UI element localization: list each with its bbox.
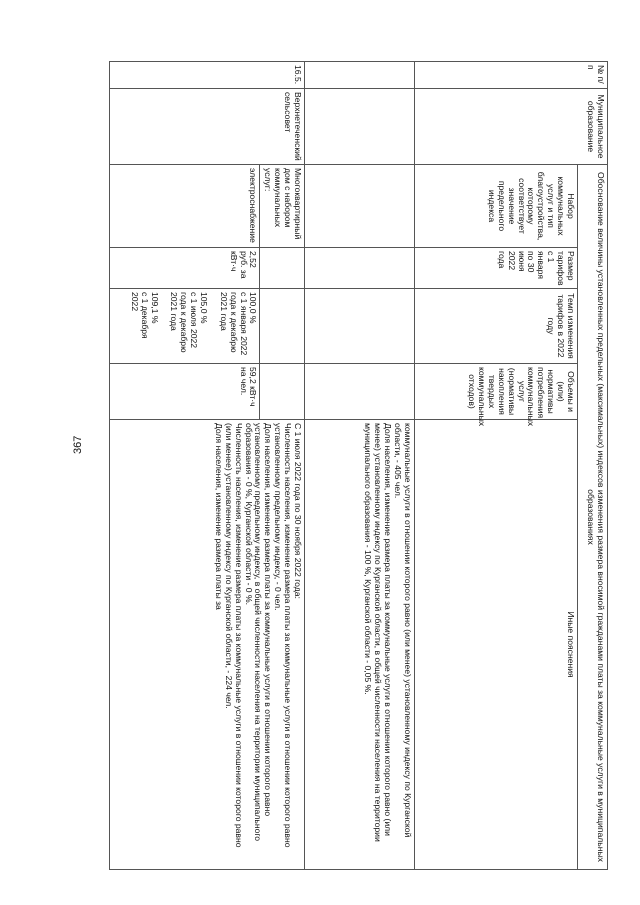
tariff-table xyxy=(110,61,609,870)
col-municipality-header: Муниципальное образование xyxy=(415,89,608,165)
col-rate-header: Темп изменения тарифов в 2022 году xyxy=(415,289,578,364)
row-number: 16.5. xyxy=(110,62,305,89)
row-size: 2,52 руб. за кВт·ч xyxy=(110,248,260,289)
cell-empty xyxy=(305,364,415,420)
row-notes: С 1 июля 2022 года по 30 ноября 2022 года: Численность населения, изменение размера платы за коммунальные услуги в отношении которого равно установленному предельному индексу, - 0 чел. Доля населения, изменение размера платы за коммунальные услуги в отношении которого равно установленному предельному индексу, в общей численности населения на территории муниципального образования - 0 %, Курганской области - 0 %. Численность населения, изменение размера платы за коммунальные услуги в отношении которого равно (или менее) установленному индексу по Курганской области, - 224 чел. Доля населения, изменение размера платы за xyxy=(110,420,305,870)
continued-notes-cell: коммунальные услуги в отношении которого равно (или менее) установленному индексу по Курганской области, - 405 чел. Доля населения, изменение размера платы за коммунальные услуги в отношении которого равно (или менее) установленному индексу по Курганской области, в общей численности населения на территории муниципального образования - 100 %, Курганской области - 0,05 %. xyxy=(305,420,415,870)
col-volume-header: Объемы и (или) нормативы потребления коммунальных услуг (нормативы накопления твердых коммунальных отходов) xyxy=(415,364,578,420)
col-size-header: Размер тарифов с 1 января по 30 июня 2022 года xyxy=(415,248,578,289)
cell-empty xyxy=(305,62,415,89)
cell-empty xyxy=(260,364,305,420)
row-municipality: Верхнетеченский сельсовет xyxy=(110,89,305,165)
cell-empty xyxy=(260,289,305,364)
row-set-title: Многоквартирный дом с набором коммунальных услуг: xyxy=(260,165,305,248)
col-number-header: № п/п xyxy=(415,62,608,89)
cell-empty xyxy=(305,248,415,289)
page-number: 367 xyxy=(72,435,84,454)
row-rate: 100,0 % с 1 января 2022 года к декабрю 2021 года 105,0 % с 1 июля 2022 года к декабрю 2021 года 109,1 % с 1 декабря 2022 xyxy=(110,289,260,364)
row-volume: 59,2 кВт·ч на чел. xyxy=(110,364,260,420)
rotated-document-table xyxy=(108,61,608,869)
cell-empty xyxy=(305,165,415,248)
cell-empty xyxy=(260,248,305,289)
row-service: электроснабжение xyxy=(110,165,260,248)
col-notes-header: Иные пояснения xyxy=(415,420,578,870)
col-set-header: Набор коммунальных услуг и тип благоустройства, которому соответствует значение предельного индекса xyxy=(415,165,578,248)
table-title: Обоснование величины установленных предельных (максимальных) индексов изменения размера вносимой гражданами платы за коммунальные услуги в муниципальных образованиях xyxy=(578,165,608,870)
cell-empty xyxy=(305,289,415,364)
cell-empty xyxy=(305,89,415,165)
